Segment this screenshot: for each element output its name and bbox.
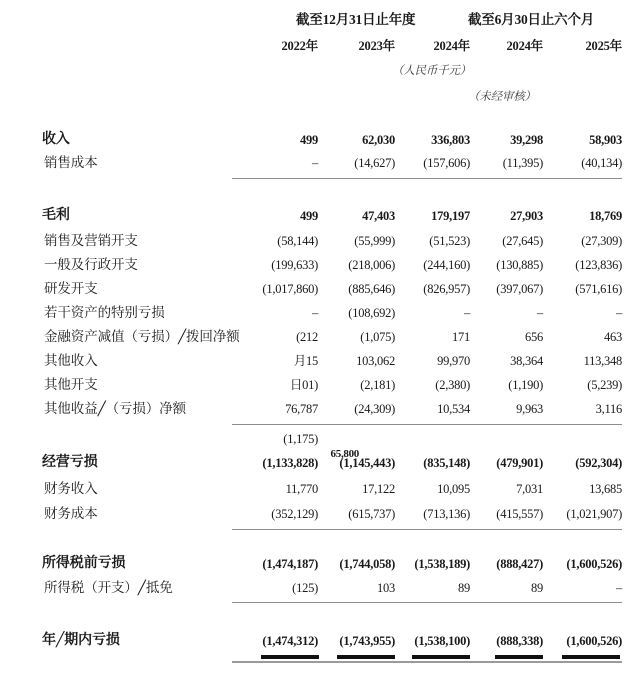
cell-fimp-2024: 171 [452,330,470,344]
cell-fimp-2022: (212 [296,330,318,344]
table-bottom-rule [232,661,622,663]
cell-netloss-2025h: (1,600,526) [566,634,622,648]
cell-simp-2022: – [312,306,318,320]
cell-oploss-2023: (1,145,443) [339,456,395,470]
row-label-special-impairment: 若干资产的特别亏损 [44,305,165,320]
cell-fincost-2022: (352,129) [271,507,318,521]
cell-netloss-2024: (1,538,100) [414,634,470,648]
cell-onet-2025h: 3,116 [595,402,622,416]
section-rule [232,529,622,530]
cell-simp-2024: – [464,306,470,320]
row-label-selling-expenses: 销售及营销开支 [44,233,138,248]
row-label-net-loss: 年╱期内亏损 [42,633,120,648]
row-label-gross-profit: 毛利 [42,208,70,223]
cell-cos-2025h: (40,134) [581,156,622,170]
table-row [0,326,640,348]
cell-oexp-2022: 日01) [289,378,318,392]
cell-tax-2025h: – [616,581,622,595]
row-label-other-expense: 其他开支 [44,377,98,392]
header-group-interim: 截至6月30日止六个月 [468,12,595,27]
section-rule [232,424,622,425]
cell-admin-2022: (199,633) [271,258,318,272]
cell-oinc-2025h: 113,348 [583,354,622,368]
table-row [0,428,640,450]
cell-oinc-2023: 103,062 [356,354,395,368]
cell-oploss-2022: (1,133,828) [262,456,318,470]
cell-rnd-2024: (826,957) [423,282,470,296]
cell-fincost-2024: (713,136) [423,507,470,521]
cell-pretax-2022: (1,474,187) [262,557,318,571]
overlap-artifact-text: 65,800 [330,448,359,460]
table-row [0,452,640,474]
table-row [0,577,640,599]
cell-sell-2024: (51,523) [429,234,470,248]
cell-revenue-2023: 62,030 [362,133,395,147]
cell-sell-2023: (55,999) [354,234,395,248]
cell-fininc-2024: 10,095 [437,482,470,496]
cell-admin-2023: (218,006) [348,258,395,272]
cell-rnd-2023: (885,646) [348,282,395,296]
cell-revenue-2022: 499 [300,133,318,147]
cell-pretax-2023: (1,744,058) [339,557,395,571]
row-label-admin-expenses: 一般及行政开支 [44,257,138,272]
row-label-pretax-loss: 所得税前亏损 [42,556,126,571]
cell-admin-2024h: (130,885) [496,258,543,272]
table-row [0,278,640,300]
cell-oexp-2023: (2,181) [360,378,395,392]
cell-netloss-2022: (1,474,312) [262,634,318,648]
cell-onet-2024h: 9,963 [516,402,543,416]
cell-revenue-2024: 336,803 [431,133,470,147]
cell-onet-2022: 76,787 [285,402,318,416]
cell-fimp-2024h: 656 [525,330,543,344]
cell-oexp-2024h: (1,190) [508,378,543,392]
cell-oinc-2022: 月15 [293,354,318,368]
cell-fincost-2023: (615,737) [348,507,395,521]
total-underline-2022 [261,655,319,659]
cell-tax-2022: (125) [292,581,318,595]
header-col-2024-interim: 2024年 [506,39,543,53]
row-label-finance-cost: 财务成本 [44,506,98,521]
cell-fimp-2023: (1,075) [360,330,395,344]
header-group-annual: 截至12月31日止年度 [296,12,416,27]
table-row [0,129,640,151]
row-label-finance-income: 财务收入 [44,481,98,496]
cell-simp-2023: (108,692) [348,306,395,320]
section-rule [232,602,622,603]
cell-admin-2025h: (123,836) [575,258,622,272]
row-label-income-tax: 所得税（开支）╱抵免 [44,580,173,595]
cell-tax-2024h: 89 [531,581,543,595]
total-underline-2024 [412,655,470,659]
cell-gp-2024: 179,197 [431,209,470,223]
cell-fininc-2025h: 13,685 [589,482,622,496]
table-row [0,553,640,575]
cell-gp-2023: 47,403 [362,209,395,223]
cell-sell-2022: (58,144) [277,234,318,248]
cell-onet-2023: (24,309) [354,402,395,416]
audit-note: （未经审核） [468,91,536,103]
cell-gp-2022: 499 [300,209,318,223]
cell-tax-2024: 89 [458,581,470,595]
header-col-2024: 2024年 [433,39,470,53]
cell-oploss-2025h: (592,304) [575,456,622,470]
cell-sell-2024h: (27,645) [502,234,543,248]
cell-revenue-2025h: 58,903 [589,133,622,147]
row-label-other-net: 其他收益╱（亏损）净额 [44,401,187,416]
table-row [0,302,640,324]
total-underline-2024h [495,655,543,659]
cell-fincost-2025h: (1,021,907) [566,507,622,521]
table-row [0,503,640,525]
cell-fininc-2023: 17,122 [362,482,395,496]
total-underline-2023 [337,655,395,659]
table-row [0,374,640,396]
cell-revenue-2024h: 39,298 [510,133,543,147]
row-label-revenue: 收入 [42,132,70,147]
cell-oploss-2024h: (479,901) [496,456,543,470]
cell-oexp-2025h: (5,239) [587,378,622,392]
cell-tax-2023: 103 [377,581,395,595]
cell-fincost-2024h: (415,557) [496,507,543,521]
cell-oinc-2024: 99,970 [437,354,470,368]
total-underline-2025h [562,655,620,659]
cell-rnd-2022: (1,017,860) [262,282,318,296]
currency-note: （人民币千元） [392,65,472,77]
table-row [0,350,640,372]
table-row [0,398,640,420]
table-row [0,152,640,174]
cell-fimp-2025h: 463 [604,330,622,344]
cell-orphan-2022: (1,175) [283,432,318,446]
cell-pretax-2024h: (888,427) [496,557,543,571]
header-col-2023: 2023年 [358,39,395,53]
cell-admin-2024: (244,160) [423,258,470,272]
cell-sell-2025h: (27,309) [581,234,622,248]
cell-netloss-2023: (1,743,955) [339,634,395,648]
cell-pretax-2024: (1,538,189) [414,557,470,571]
header-col-2022: 2022年 [281,39,318,53]
cell-cos-2024: (157,606) [423,156,470,170]
cell-fininc-2022: 11,770 [285,482,318,496]
cell-oploss-2024: (835,148) [423,456,470,470]
row-label-other-income: 其他收入 [44,353,98,368]
row-label-cost-of-sales: 销售成本 [44,155,98,170]
cell-netloss-2024h: (888,338) [496,634,543,648]
cell-simp-2024h: – [537,306,543,320]
cell-gp-2025h: 18,769 [589,209,622,223]
table-row [0,205,640,227]
cell-fininc-2024h: 7,031 [516,482,543,496]
row-label-financial-impairment: 金融资产减值（亏损）╱拨回净额 [44,329,240,344]
cell-simp-2025h: – [616,306,622,320]
row-label-rnd-expenses: 研发开支 [44,281,98,296]
header-col-2025-interim: 2025年 [585,39,622,53]
cell-rnd-2025h: (571,616) [575,282,622,296]
cell-cos-2022: – [312,156,318,170]
table-row [0,254,640,276]
cell-cos-2024h: (11,395) [502,156,543,170]
table-row [0,230,640,252]
table-row [0,478,640,500]
cell-cos-2023: (14,627) [354,156,395,170]
table-row-total [0,630,640,652]
cell-rnd-2024h: (397,067) [496,282,543,296]
row-label-operating-loss: 经营亏损 [42,455,98,470]
cell-oinc-2024h: 38,364 [510,354,543,368]
section-rule [232,178,622,179]
cell-pretax-2025h: (1,600,526) [566,557,622,571]
cell-onet-2024: 10,534 [437,402,470,416]
cell-gp-2024h: 27,903 [510,209,543,223]
cell-oexp-2024: (2,380) [435,378,470,392]
